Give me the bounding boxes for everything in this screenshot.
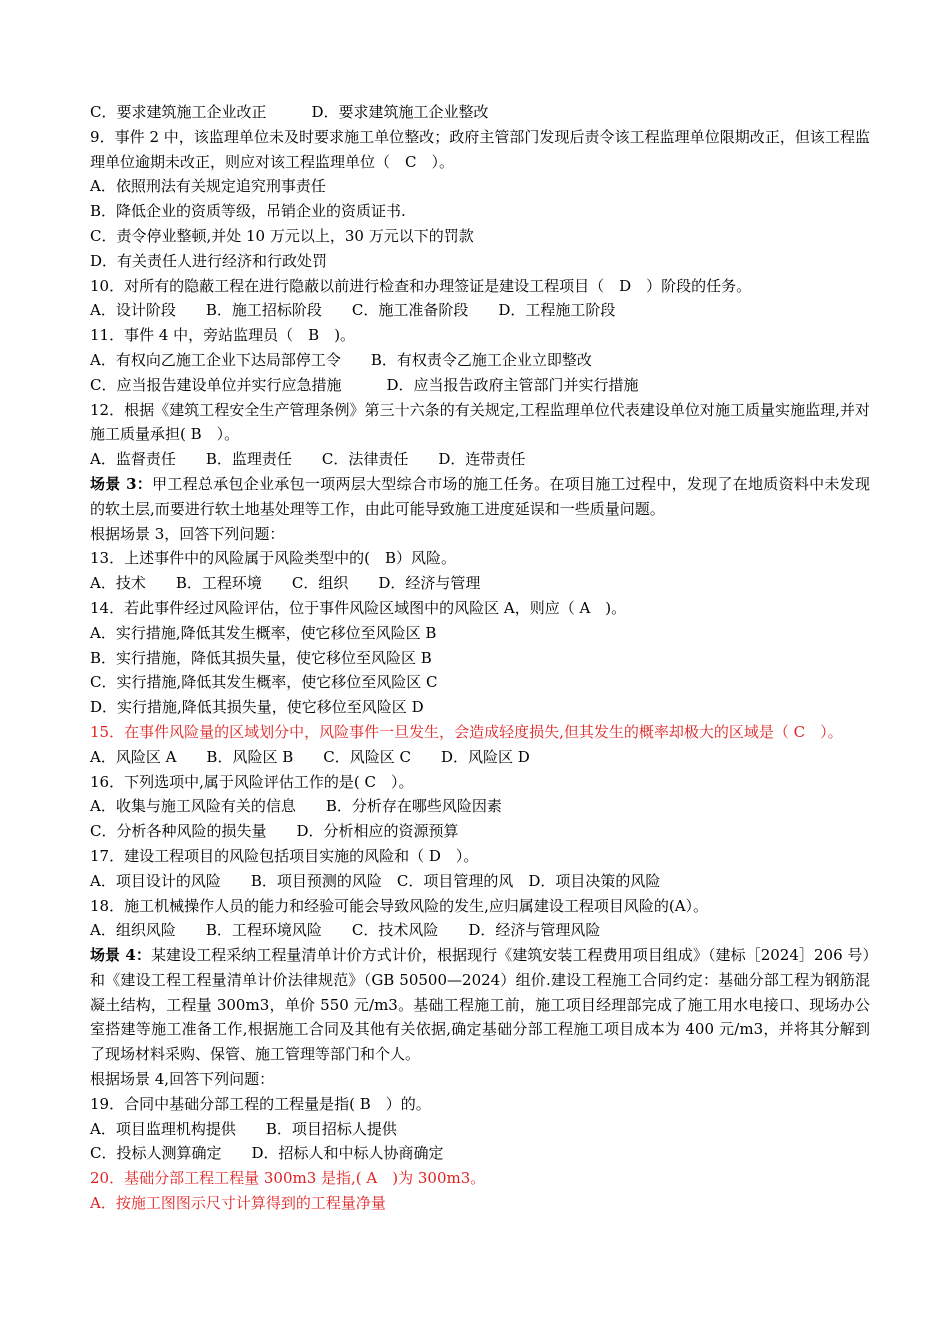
option-line: A．项目设计的风险 B．项目预测的风险 C．项目管理的风 D．项目决策的风险 (90, 871, 661, 890)
option-line: A．监督责任 B．监理责任 C．法律责任 D．连带责任 (90, 450, 526, 469)
option-line: A．实行措施,降低其发生概率，使它移位至风险区 B (90, 623, 437, 642)
scenario-4-text: 某建设工程采纳工程量清单计价方式计价，根据现行《建筑安装工程费用项目组成》（建标［2024］206 号）和《建设工程工程量清单计价法律规范》（GB 50500—2024）组价.建设工程施工合同约定：基础分部工程为钢筋混凝土结构，工程量 300m3，单价 550 元/m3。基础工程施工前，施工项目经理部完成了施工用水电接口、现场办公室搭建等施工准备工作,根据施工合同及其他有关依据,确定基础分部工程施工项目成本为 400 元/m3，并将其分解到了现场材料采购、保管、施工管理等部门和个人。 (90, 946, 870, 1064)
option-line: A．项目监理机构提供 B．项目招标人提供 (90, 1119, 397, 1138)
question-16: 16．下列选项中,属于风险评估工作的是( C ）。 (90, 772, 414, 791)
option-line: C．应当报告建设单位并实行应急措施 D．应当报告政府主管部门并实行措施 (90, 375, 639, 394)
question-19: 19．合同中基础分部工程的工程量是指( B ）的。 (90, 1094, 431, 1113)
option-line: A．按施工图图示尺寸计算得到的工程量净量 (90, 1194, 386, 1213)
scenario-prompt: 根据场景 3，回答下列问题： (90, 524, 285, 543)
option-line: B．实行措施，降低其损失量，使它移位至风险区 B (90, 648, 432, 667)
option-line: B．降低企业的资质等级，吊销企业的资质证书. (90, 202, 406, 221)
document-body (90, 100, 870, 1216)
question-17: 17．建设工程项目的风险包括项目实施的风险和（ D ）。 (90, 846, 479, 865)
option-line: A．设计阶段 B．施工招标阶段 C．施工准备阶段 D．工程施工阶段 (90, 301, 616, 320)
question-10: 10．对所有的隐蔽工程在进行隐蔽以前进行检查和办理签证是建设工程项目（ D ）阶段的任务。 (90, 276, 752, 295)
option-line: A．风险区 A B．风险区 B C．风险区 C D．风险区 D (90, 747, 530, 766)
scenario-4 (90, 943, 870, 1067)
scenario-4-label: 场景 4： (90, 946, 151, 965)
option-line: C．投标人测算确定 D．招标人和中标人协商确定 (90, 1144, 444, 1163)
question-12: 12．根据《建筑工程安全生产管理条例》第三十六条的有关规定,工程监理单位代表建设单位对施工质量实施监理,并对施工质量承担( B ）。 (90, 400, 870, 444)
option-line: A．有权向乙施工企业下达局部停工令 B．有权责令乙施工企业立即整改 (90, 350, 592, 369)
option-line: C．分析各种风险的损失量 D．分析相应的资源预算 (90, 822, 459, 841)
option-line: D．有关责任人进行经济和行政处罚 (90, 251, 328, 270)
option-line: A．依照刑法有关规定追究刑事责任 (90, 177, 326, 196)
scenario-prompt: 根据场景 4,回答下列问题： (90, 1070, 275, 1089)
option-line: C．责令停业整顿,并处 10 万元以上，30 万元以下的罚款 (90, 226, 474, 245)
question-20: 20．基础分部工程工程量 300m3 是指,( A )为 300m3。 (90, 1169, 486, 1188)
option-line: A．组织风险 B．工程环境风险 C．技术风险 D．经济与管理风险 (90, 921, 601, 940)
option-line: A．技术 B．工程环境 C．组织 D．经济与管理 (90, 574, 481, 593)
option-line: D．实行措施,降低其损失量，使它移位至风险区 D (90, 698, 424, 717)
question-13: 13．上述事件中的风险属于风险类型中的( B）风险。 (90, 549, 456, 568)
question-15: 15．在事件风险量的区域划分中，风险事件一旦发生，会造成轻度损失,但其发生的概率却极大的区域是（ C ）。 (90, 722, 843, 741)
option-line: C．要求建筑施工企业改正 D．要求建筑施工企业整改 (90, 103, 489, 121)
scenario-3-text: 甲工程总承包企业承包一项两层大型综合市场的施工任务。在项目施工过程中，发现了在地质资料中未发现的软土层,而要进行软土地基处理等工作，由此可能导致施工进度延误和一些质量问题。 (90, 474, 870, 518)
option-line: C．实行措施,降低其发生概率，使它移位至风险区 C (90, 673, 438, 692)
scenario-3 (90, 472, 870, 522)
option-line: A．收集与施工风险有关的信息 B．分析存在哪些风险因素 (90, 797, 502, 816)
scenario-3-label: 场景 3： (90, 474, 153, 493)
question-9: 9．事件 2 中，该监理单位未及时要求施工单位整改；政府主管部门发现后责令该工程监理单位限期改正，但该工程监理单位逾期未改正，则应对该工程监理单位（ C ）。 (90, 127, 870, 171)
question-18: 18．施工机械操作人员的能力和经验可能会导致风险的发生,应归属建设工程项目风险的(A）。 (90, 896, 709, 915)
question-11: 11．事件 4 中，旁站监理员（ B )。 (90, 326, 356, 345)
question-14: 14．若此事件经过风险评估，位于事件风险区域图中的风险区 A，则应（ A )。 (90, 598, 627, 617)
